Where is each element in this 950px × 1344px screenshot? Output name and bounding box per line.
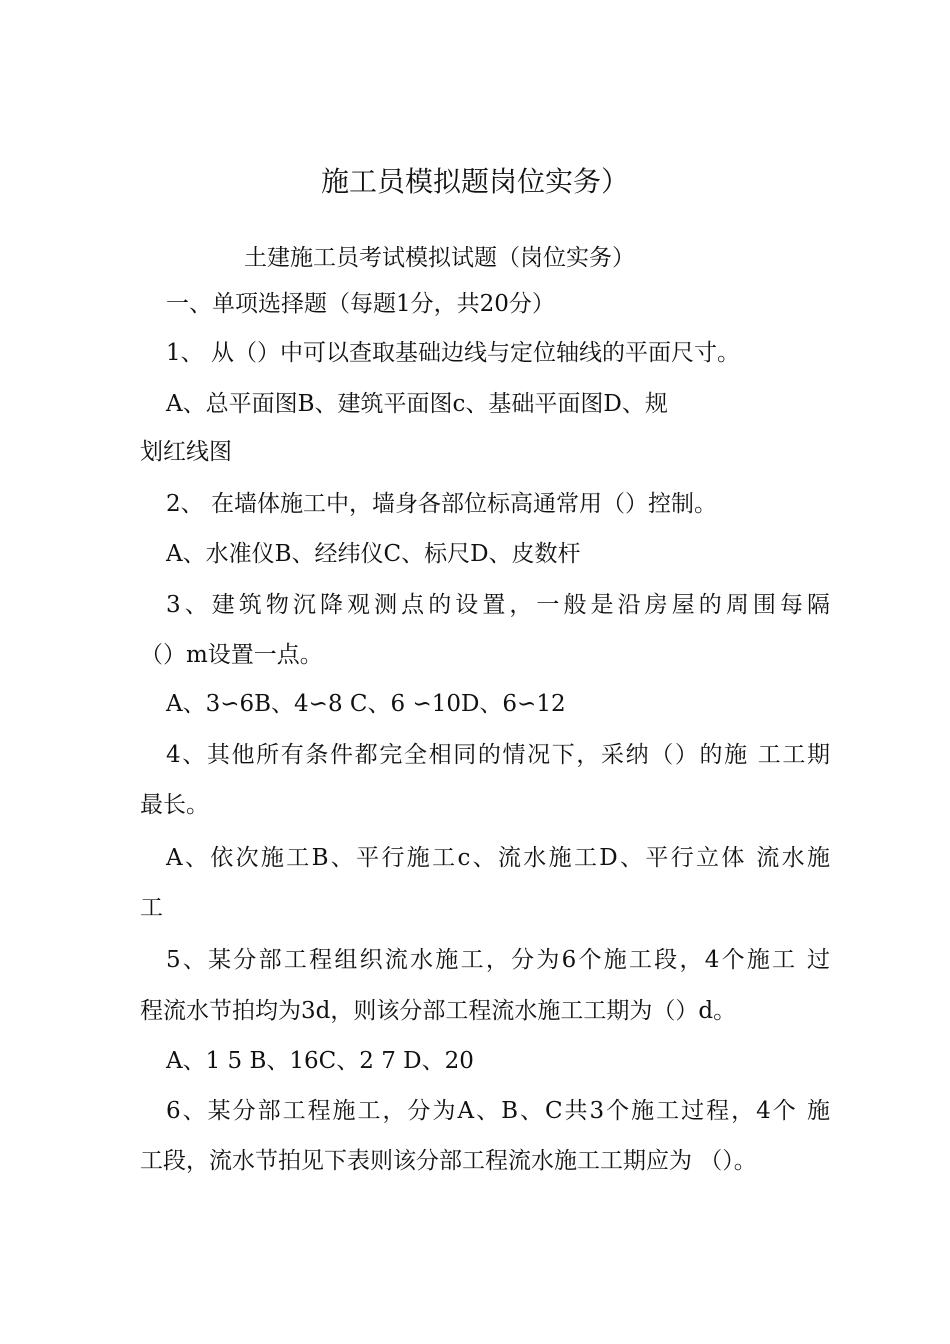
question-1-options: A、总平面图B、建筑平面图c、基础平面图D、规 bbox=[166, 391, 668, 417]
document-title: 施工员模拟题岗位实务） bbox=[320, 165, 629, 198]
question-5-text: 5、某分部工程组织流水施工，分为6个施工段，4个施工 过 bbox=[166, 947, 830, 973]
question-4-text-cont: 最长。 bbox=[140, 792, 209, 818]
question-3-options: A、3∽6B、4∽8 C、6 ∽10D、6∽12 bbox=[166, 691, 566, 717]
document-subtitle: 土建施工员考试模拟试题（岗位实务） bbox=[244, 245, 635, 271]
question-5-options: A、1 5 B、16C、2 7 D、20 bbox=[166, 1048, 474, 1074]
question-1-text: 1、 从（）中可以查取基础边线与定位轴线的平面尺寸。 bbox=[166, 340, 740, 366]
question-6-text: 6、某分部工程施工，分为A、B、C共3个施工过程，4个 施 bbox=[166, 1098, 830, 1124]
section-heading: 一、单项选择题（每题1分，共20分） bbox=[166, 291, 555, 317]
question-4-options-cont: 工 bbox=[140, 895, 163, 921]
question-6-text-cont: 工段，流水节拍见下表则该分部工程流水施工工期应为 （）。 bbox=[140, 1148, 757, 1174]
question-3-text-cont: （）m设置一点。 bbox=[140, 642, 323, 668]
question-2-text: 2、 在墙体施工中，墙身各部位标高通常用（）控制。 bbox=[166, 491, 717, 517]
question-4-options: A、依次施工B、平行施工c、流水施工D、平行立体 流水施 bbox=[166, 845, 830, 871]
question-4-text: 4、其他所有条件都完全相同的情况下，采纳（）的施 工工期 bbox=[166, 742, 830, 768]
question-3-text: 3、建筑物沉降观测点的设置，一般是沿房屋的周围每隔 bbox=[166, 592, 830, 618]
question-1-options-cont: 划红线图 bbox=[140, 439, 232, 465]
question-5-text-cont: 程流水节拍均为3d，则该分部工程流水施工工期为（）d。 bbox=[140, 998, 737, 1024]
question-2-options: A、水准仪B、经纬仪C、标尺D、皮数杆 bbox=[166, 541, 581, 567]
